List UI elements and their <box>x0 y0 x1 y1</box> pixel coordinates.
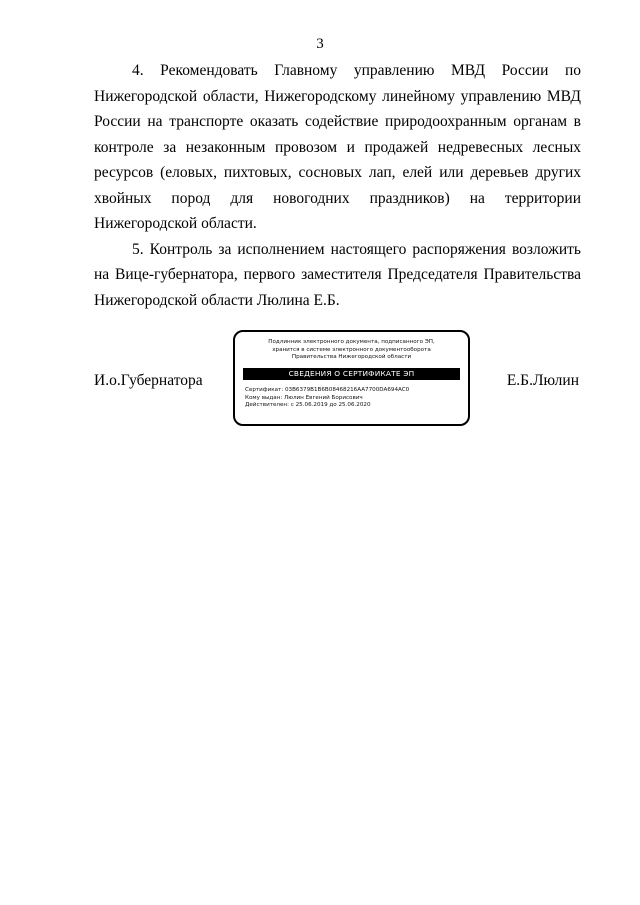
paragraph-item-5: 5. Контроль за исполнением настоящего распоряжения возложить на Вице-губернатора, первого заместителя Председателя Правительства Нижегородской области Люлина Е.Б. <box>94 240 581 309</box>
validity-value: с 25.06.2019 до 25.06.2020 <box>290 402 371 409</box>
signatory-name: Е.Б.Люлин <box>506 372 579 389</box>
validity-row <box>245 402 468 410</box>
page-number: 3 <box>316 36 324 52</box>
paragraph-item-4: 4. Рекомендовать Главному управлению МВД России по Нижегородской области, Нижегородскому линейному управлению МВД России на транспорте оказать содействие природоохранным органам в контроле за незаконным провозом и продажей недревесных лесных ресурсов (еловых, пихтовых, сосновых лап, елей или деревьев других хвойных пород для новогодних праздников) на территории Нижегородской области. <box>94 62 581 232</box>
certificate-value: 03B6379B1B6B08468216AA7700DA694AC0 <box>284 386 410 393</box>
stamp-header-line: хранится в системе электронного документооборота <box>272 346 431 353</box>
electronic-signature-stamp <box>233 330 470 426</box>
issued-to-label: Кому выдан: <box>245 394 283 401</box>
stamp-header-line: Подлинник электронного документа, подписанного ЭП, <box>268 339 435 345</box>
stamp-header-line: Правительства Нижегородской области <box>291 354 412 361</box>
certificate-label: Сертификат: <box>245 386 284 393</box>
signatory-position: И.о.Губернатора <box>94 372 203 389</box>
stamp-banner: СВЕДЕНИЯ О СЕРТИФИКАТЕ ЭП <box>243 368 460 380</box>
stamp-header <box>235 339 468 362</box>
stamp-details <box>245 387 468 410</box>
validity-label: Действителен: <box>245 402 289 409</box>
certificate-row <box>245 387 468 395</box>
issued-to-value: Люлин Евгений Борисович <box>284 394 363 401</box>
document-body <box>94 58 581 313</box>
